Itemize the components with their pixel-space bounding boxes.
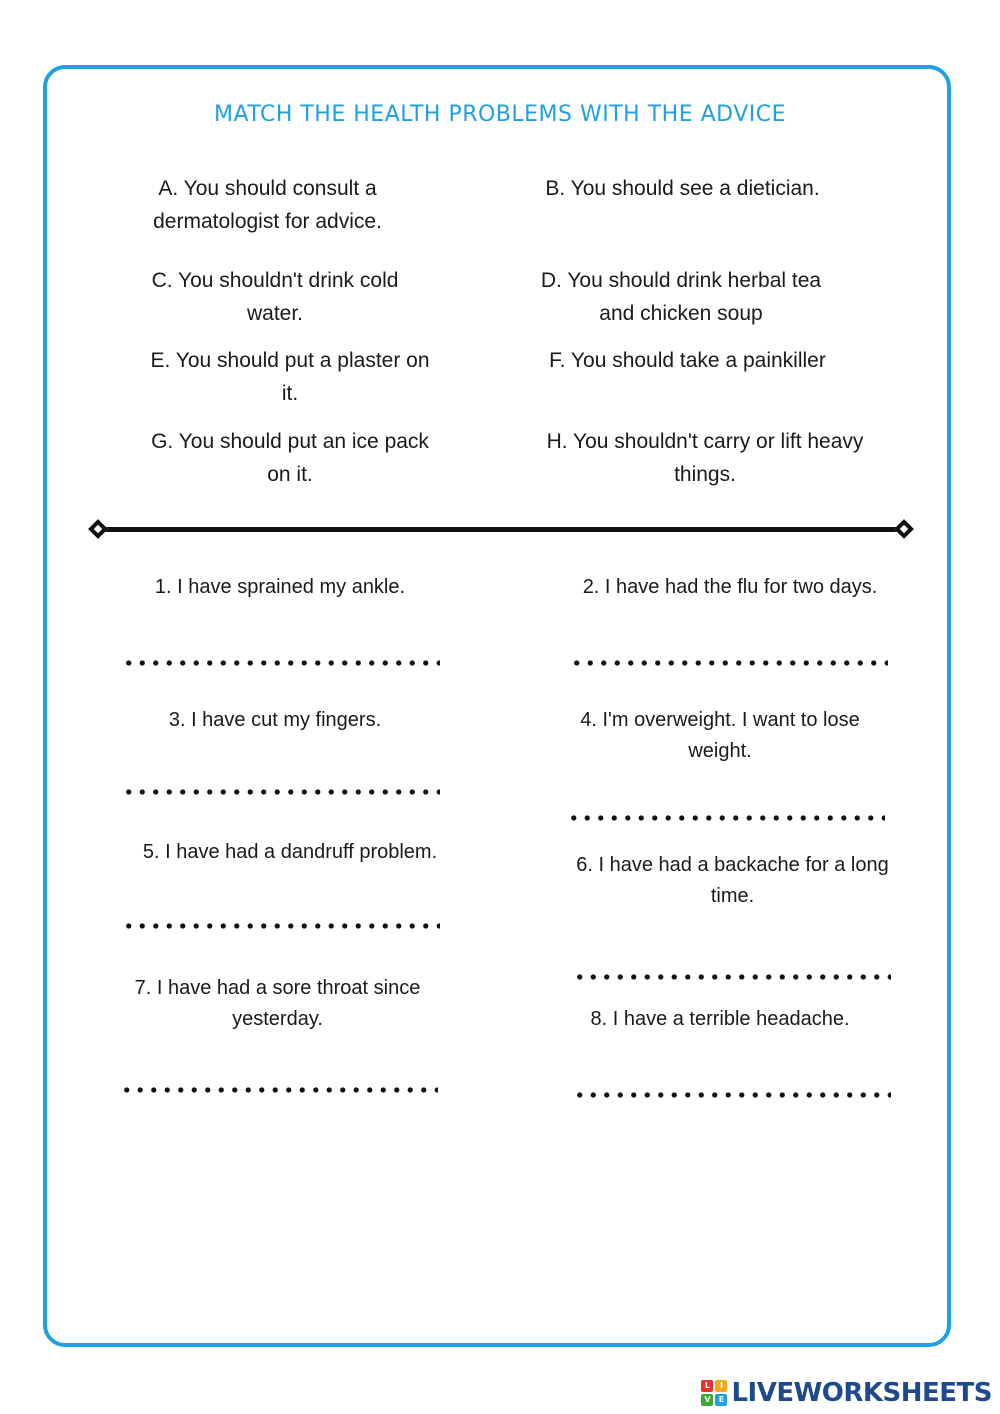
liveworksheets-logo [701,1376,992,1410]
answer-blank-7[interactable] [120,1086,438,1094]
problem-6: 6. I have had a backache for a long time. [576,854,889,907]
logo-text: LIVEWORKSHEETS [731,1378,992,1408]
worksheet-title: MATCH THE HEALTH PROBLEMS WITH THE ADVICE [214,102,786,127]
advice-h: H. You shouldn't carry or lift heavy things. [546,430,864,486]
problem-4: 4. I'm overweight. I want to lose weight. [580,709,860,762]
answer-blank-2[interactable] [570,659,888,667]
answer-blank-6[interactable] [573,973,891,981]
answer-blank-5[interactable] [122,922,440,930]
advice-c: C. You shouldn't drink cold water. [151,269,399,325]
advice-e: E. You should put a plaster on it. [150,349,430,405]
advice-f: F. You should take a painkiller [549,349,826,372]
answer-blank-3[interactable] [122,788,440,796]
answer-blank-4[interactable] [567,814,885,822]
answer-blank-8[interactable] [573,1091,891,1099]
advice-d: D. You should drink herbal tea and chicken soup [540,269,822,325]
problem-8: 8. I have a terrible headache. [590,1008,850,1030]
problem-1: 1. I have sprained my ankle. [154,576,406,598]
problem-2: 2. I have had the flu for two days. [582,576,878,598]
problem-3: 3. I have cut my fingers. [168,709,382,731]
advice-a: A. You should consult a dermatologist for advice. [153,177,382,233]
section-divider [100,527,905,532]
answer-blank-1[interactable] [122,659,440,667]
advice-b: B. You should see a dietician. [545,177,820,200]
logo-squares-icon: L I V E [701,1380,727,1406]
advice-g: G. You should put an ice pack on it. [151,430,429,486]
problem-7: 7. I have had a sore throat since yesterday. [134,977,421,1030]
problem-5: 5. I have had a dandruff problem. [142,841,438,863]
